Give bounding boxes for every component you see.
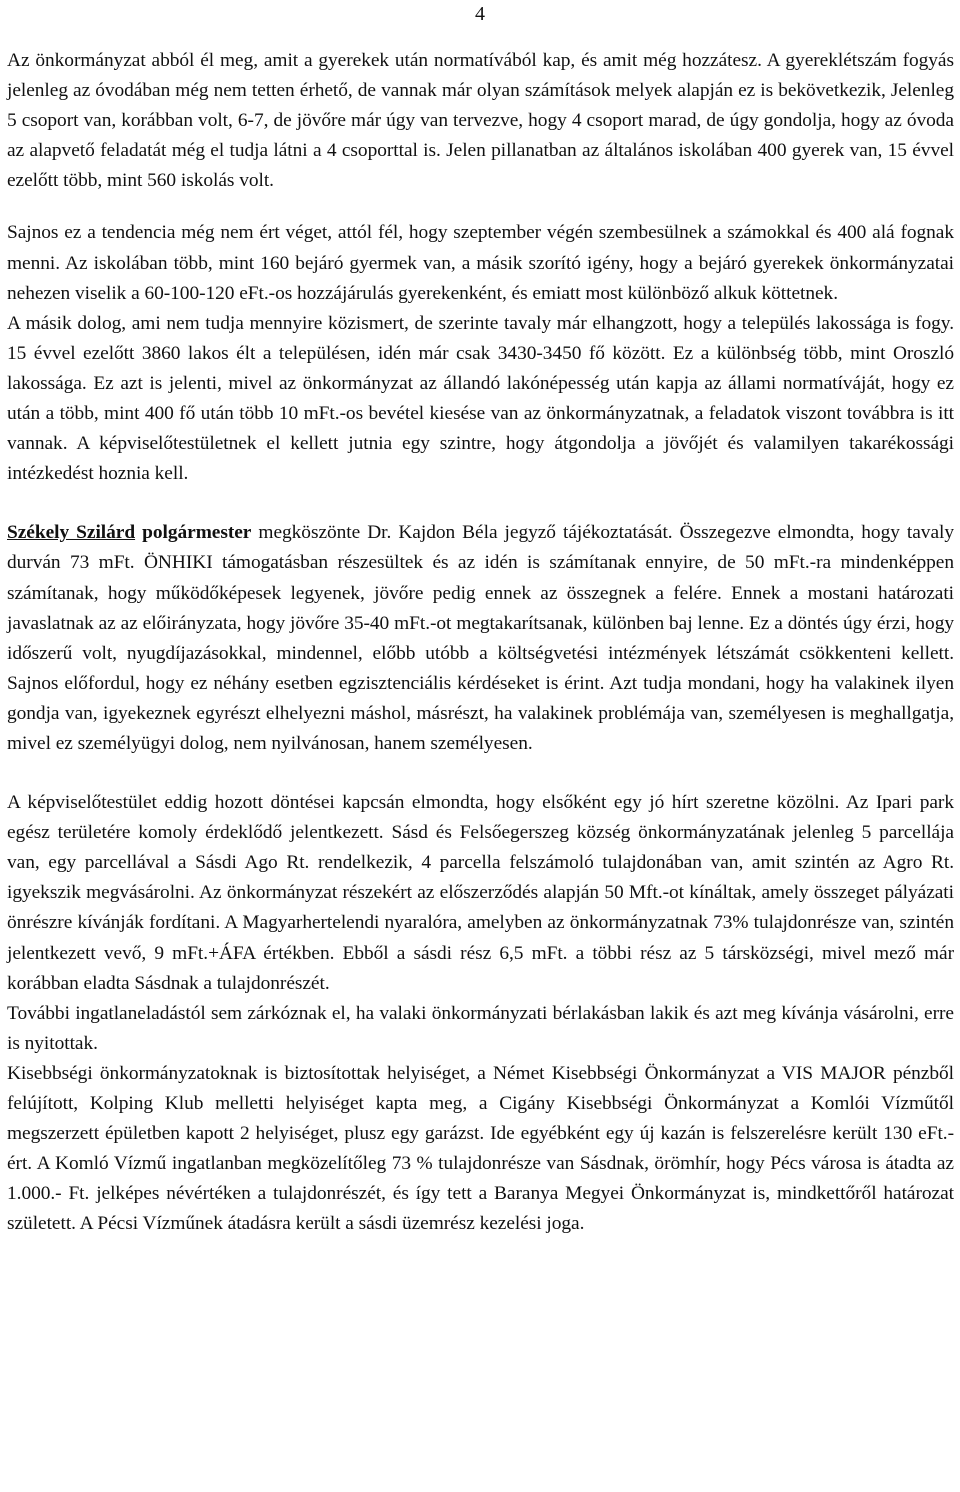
- paragraph-gap: [7, 196, 954, 218]
- paragraph-6: További ingatlaneladástól sem zárkóznak el, ha valaki önkormányzati bérlakásban lakik és azt meg kívánja vásárolni, erre is nyitottak.: [7, 1002, 954, 1054]
- paragraph-7: Kisebbségi önkormányzatoknak is biztosítottak helyiséget, a Német Kisebbségi Önkormányzat a VIS MAJOR pénzből felújított, Kolping Klub melletti helyiséget kapta meg, a Cigány Kisebbségi Önkormányzat a Komlói Vízműtől megszerzett épületben kapott 2 helyiséget, plusz egy garázst. Ide egyébként egy új kazán is felszerelésre került 130 eFt.-ért. A Komló Vízmű ingatlanban megközelítőleg 73 % tulajdonrésze van Sásdnak, örömhír, hogy Pécs városa is átadta az 1.000.- Ft. jelképes névértéken a tulajdonrészét, és így tett a Baranya Megyei Önkormányzat is, mindkettőről határozat született. A Pécsi Vízműnek átadásra került a sásdi üzemrész kezelési joga.: [7, 1062, 954, 1235]
- paragraph-4-text: megköszönte Dr. Kajdon Béla jegyző tájékoztatását. Összegezve elmondta, hogy tavaly durván 73 mFt. ÖNHIKI támogatásban részesültek és az idén is számítanak ennyire, de 50 mFt.-ra mindenképpen számítanak, hogy működőképesek legyenek, jövőre pedig ennek az összegnek a felére. Ennek a mostani határozati javaslatnak az az előirányzata, hogy jövőre 35-40 mFt.-ot megtakarítsanak, különben baj lenne. Ez a döntés úgy érzi, hogy időszerű volt, nyugdíjazásokkal, mindennel, előbb utóbb a költségvetési intézmények létszámát csökkenteni kellett. Sajnos előfordul, hogy ez néhány esetben egzisztenciális kérdéseket is érint. Azt tudja mondani, hogy ha valakinek ilyen gondja van, igyekeznek egyrészt elhelyezni máshol, másrészt, ha valakinek problémája van, személyesen is meghallgatja, mivel ez személyügyi dolog, nem nyilvánosan, hanem személyesen.: [7, 522, 954, 754]
- paragraph-gap: [7, 759, 954, 788]
- paragraph-gap: [7, 489, 954, 518]
- document-body: [7, 46, 954, 1239]
- page-number: 4: [475, 3, 485, 25]
- paragraph-5: A képviselőtestület eddig hozott döntései kapcsán elmondta, hogy elsőként egy jó hírt szeretne közölni. Az Ipari park egész területére komoly érdeklődő jelentkezett. Sásd és Felsőegerszeg község önkormányzatának jelenleg 5 parcellája van, egy parcellával a Sásdi Ago Rt. rendelkezik, 4 parcella felszámoló tulajdonában van, amit szintén az Agro Rt. igyekszik megvásárolni. Az önkormányzat részekért az előszerződés alapján 50 Mft.-ot kínáltak, amely összeget pályázati önrészre kívánják fordítani. A Magyarhertelendi nyaralóra, amelyben az önkormányzatnak 73% tulajdonrésze van, szintén jelentkezett vevő, 9 mFt.+ÁFA értékben. Ebből a sásdi rész 6,5 mFt. a többi rész az 5 társközségi, mivel mező már korábban eladta Sásdnak a tulajdonrészét.: [7, 792, 954, 994]
- speaker-name: Székely Szilárd: [7, 522, 136, 544]
- speaker-role: polgármester: [142, 522, 252, 544]
- paragraph-4: [7, 518, 954, 759]
- paragraph-3: A másik dolog, ami nem tudja mennyire közismert, de szerinte tavaly már elhangzott, hogy a település lakossága is fogy. 15 évvel ezelőtt 3860 lakos élt a településen, idén már csak 3430-3450 fő között. Ez a különbség több, mint Oroszló lakossága. Ez azt is jelenti, mivel az önkormányzat az állandó lakónépesség után kapja az állami normatíváját, hogy ez után a több, mint 400 fő után több 10 mFt.-os bevétel kiesése van az önkormányzatnak, a feladatok viszont továbbra is itt vannak. A képviselőtestületnek el kellett jutnia egy szintre, hogy átgondolja a jövőjét és valamilyen takarékossági intézkedést hoznia kell.: [7, 312, 954, 485]
- paragraph-2: Sajnos ez a tendencia még nem ért véget, attól fél, hogy szeptember végén szembesülnek a számokkal és 400 alá fognak menni. Az iskolában több, mint 160 bejáró gyermek van, a másik szorító igény, hogy a bejáró gyerekek önkormányzatai nehezen viselik a 60-100-120 eFt.-os hozzájárulás gyerekenként, és emiatt most különböző alkuk köttetnek.: [7, 222, 954, 304]
- paragraph-1: Az önkormányzat abból él meg, amit a gyerekek után normatívából kap, és amit még hozzátesz. A gyereklétszám fogyás jelenleg az óvodában még nem tetten érhető, de vannak már olyan számítások melyek alapján ez is bekövetkezik, Jelenleg 5 csoport van, korábban volt, 6-7, de jövőre már úgy van tervezve, hogy 4 csoport marad, de úgy gondolja, hogy az óvoda az alapvető feladatát még el tudja látni a 4 csoporttal is. Jelen pillanatban az általános iskolában 400 gyerek van, 15 évvel ezelőtt több, mint 560 iskolás volt.: [7, 50, 954, 192]
